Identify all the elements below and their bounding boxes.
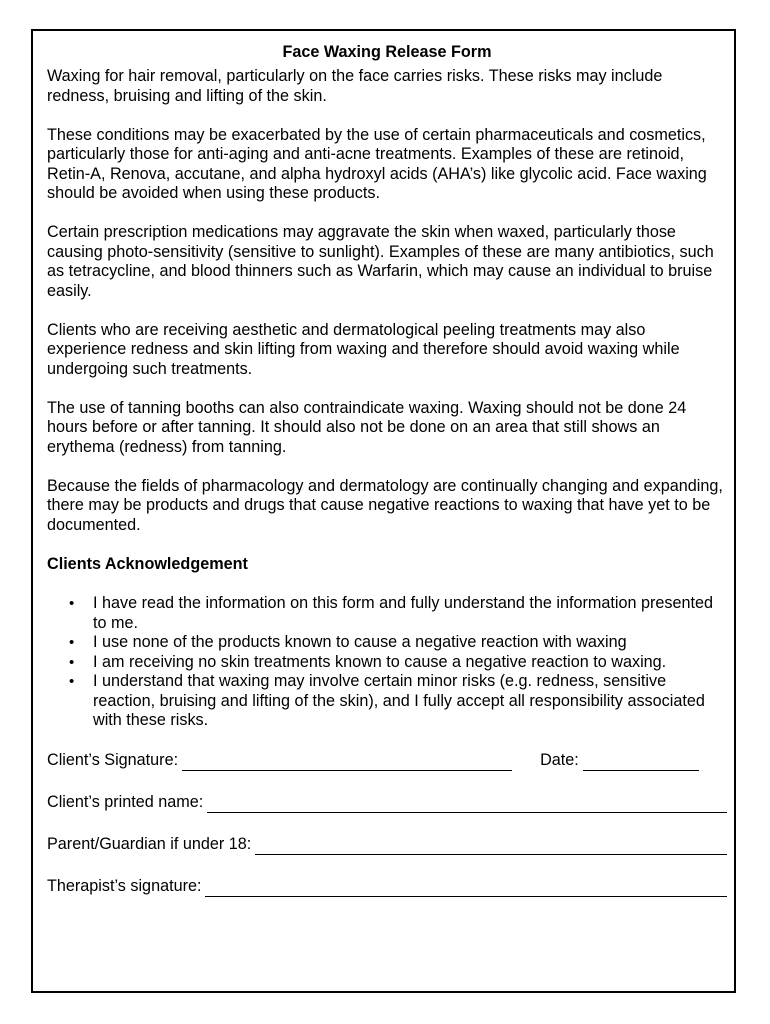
acknowledgement-text: I have read the information on this form and fully understand the information presented to me. — [93, 594, 713, 632]
paragraph-peeling: Clients who are receiving aesthetic and dermatological peeling treatments may also experience redness and skin lifting from waxing and therefore should avoid waxing while undergoing such treatments. — [47, 320, 680, 378]
paragraph-medications: Certain prescription medications may aggravate the skin when waxed, particularly those causing photo-sensitivity (sensitive to sunlight). Examples of these are many antibiotics, such as tetracycline, and blood thinners such as Warfarin, which may cause an individual to bruise easily. — [47, 223, 714, 300]
form-title: Face Waxing Release Form — [282, 43, 492, 61]
bullet-icon: • — [69, 673, 75, 690]
guardian-row — [47, 835, 727, 855]
therapist-signature-field[interactable] — [205, 881, 727, 897]
acknowledgement-text: I am receiving no skin treatments known to cause a negative reaction to waxing. — [93, 652, 667, 671]
printed-name-row — [47, 793, 727, 813]
client-signature-label: Client’s Signature: — [47, 751, 179, 769]
list-item — [47, 653, 727, 673]
list-item — [47, 633, 727, 653]
client-signature-row — [47, 751, 727, 771]
bullet-icon: • — [69, 653, 75, 671]
list-item — [47, 594, 727, 633]
acknowledgement-list — [47, 594, 727, 731]
paragraph-tanning: The use of tanning booths can also contraindicate waxing. Waxing should not be done 24 hours before or after tanning. It should also not be done on an area that still shows an erythema (redness) from tanning. — [47, 398, 687, 456]
paragraph-risks: Waxing for hair removal, particularly on the face carries risks. These risks may include redness, bruising and lifting of the skin. — [47, 67, 663, 105]
acknowledgement-heading: Clients Acknowledgement — [47, 554, 248, 573]
therapist-signature-label: Therapist’s signature: — [47, 877, 202, 895]
printed-name-field[interactable] — [207, 797, 727, 813]
guardian-label: Parent/Guardian if under 18: — [47, 835, 252, 853]
acknowledgement-text: I use none of the products known to cause a negative reaction with waxing — [93, 633, 627, 651]
date-label: Date: — [540, 751, 579, 769]
client-signature-field[interactable] — [182, 755, 512, 771]
paragraph-pharmaceuticals: These conditions may be exacerbated by the use of certain pharmaceuticals and cosmetics, particularly those for anti-aging and anti-acne treatments. Examples of these are retinoid, Retin-A, Renova, accutane, and alpha hydroxyl acids (AHA’s) like glycolic acid. Face waxing should be avoided when using these products. — [47, 125, 707, 202]
form-content — [47, 42, 727, 919]
date-field[interactable] — [583, 755, 699, 771]
therapist-signature-row — [47, 877, 727, 897]
bullet-icon: • — [69, 595, 75, 612]
list-item — [47, 672, 727, 731]
guardian-field[interactable] — [255, 839, 727, 855]
printed-name-label: Client’s printed name: — [47, 793, 204, 811]
acknowledgement-text: I understand that waxing may involve certain minor risks (e.g. redness, sensitive reaction, bruising and lifting of the skin), and I fully accept all responsibility associated with these risks. — [93, 672, 705, 729]
paragraph-undocumented: Because the fields of pharmacology and dermatology are continually changing and expanding, there may be products and drugs that cause negative reactions to waxing that have yet to be documented. — [47, 476, 723, 534]
bullet-icon: • — [69, 634, 75, 651]
